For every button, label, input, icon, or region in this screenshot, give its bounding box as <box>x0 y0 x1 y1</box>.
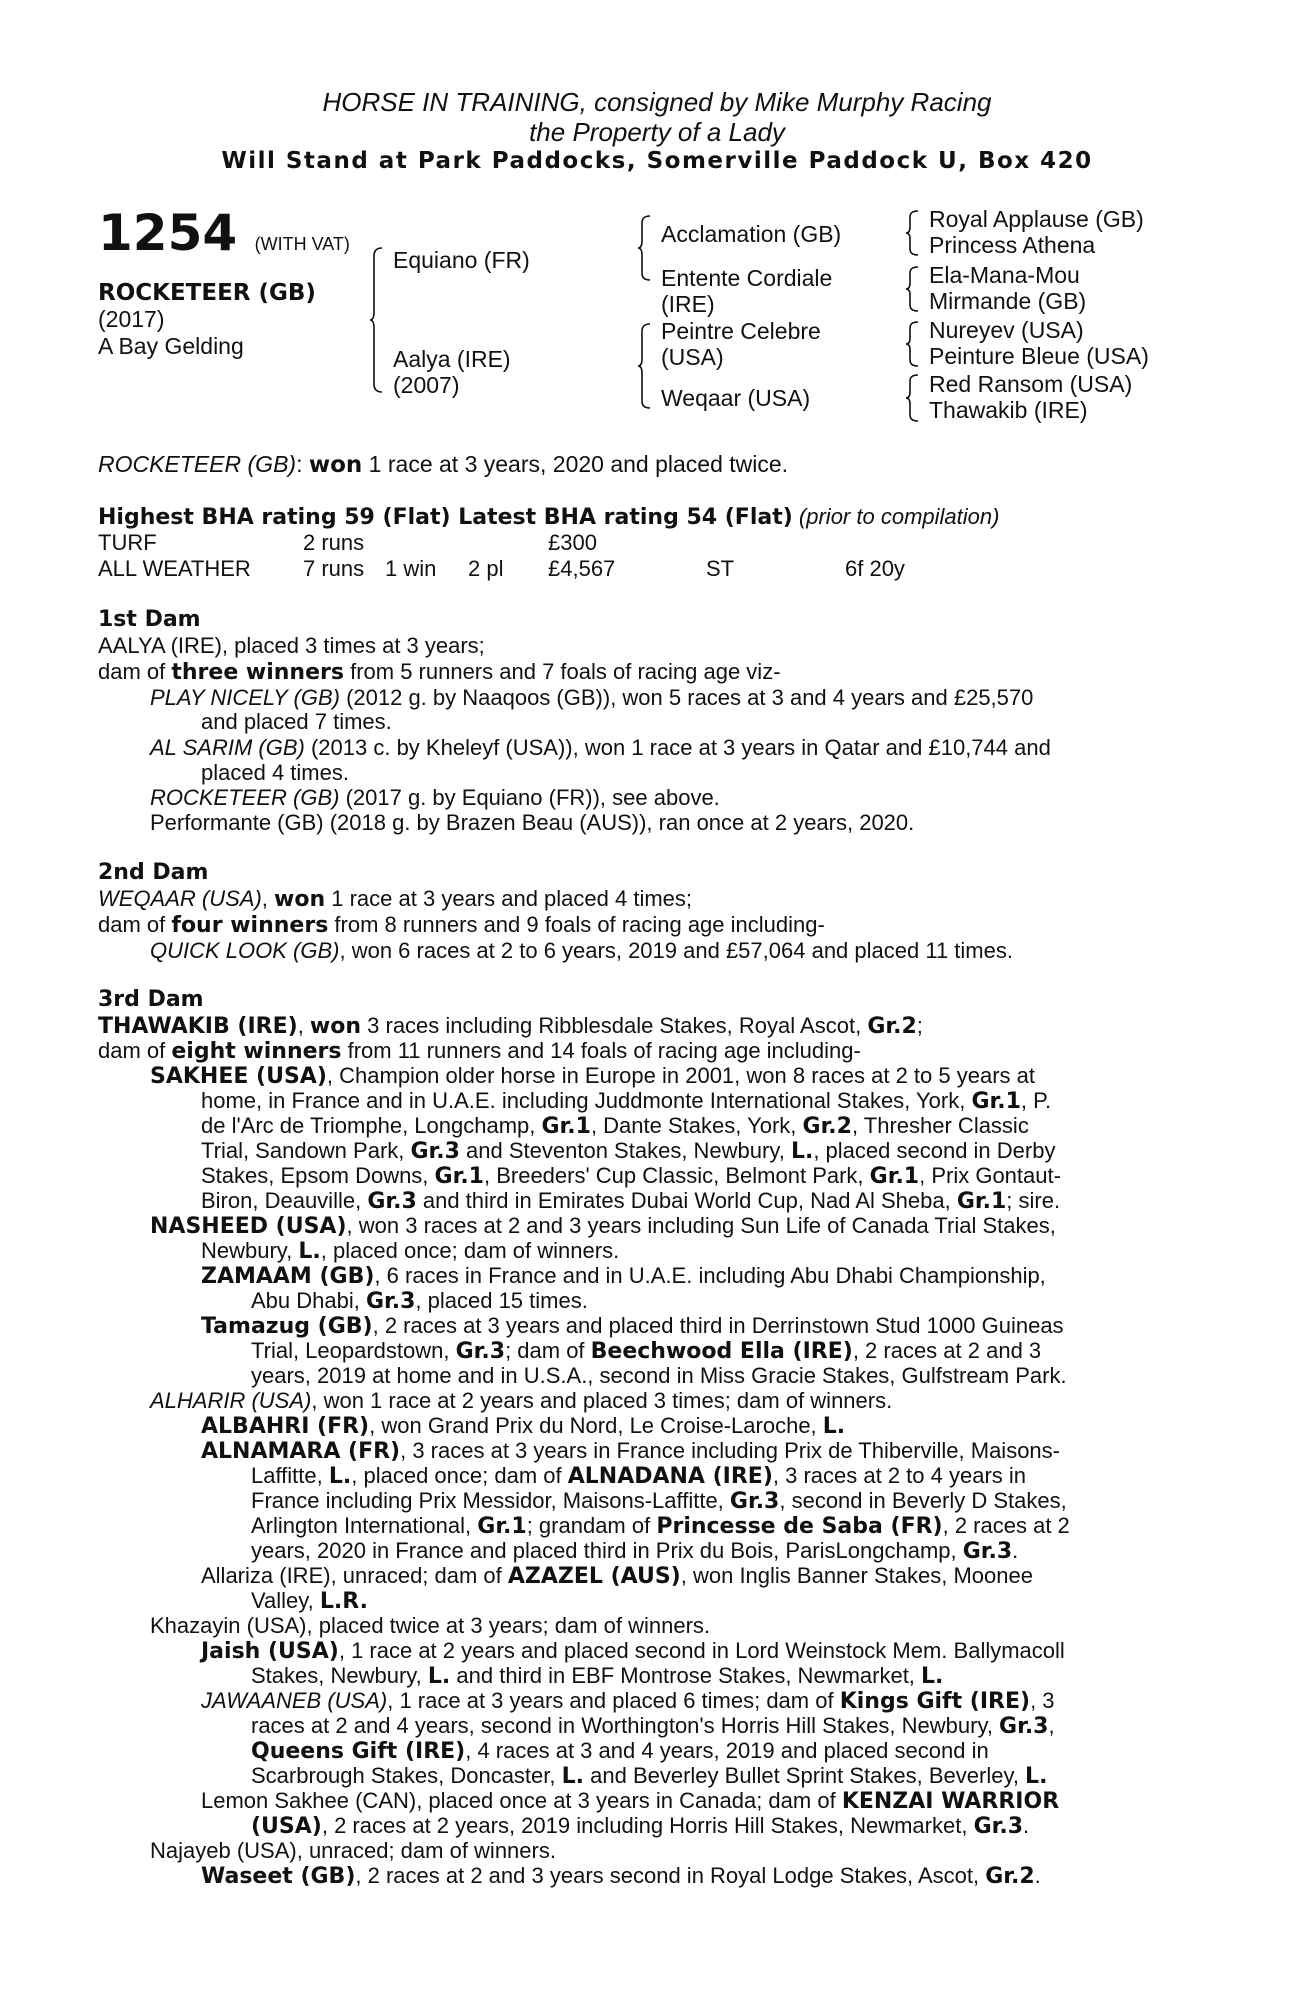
text-segment: Trial, Leopardstown, <box>251 1338 456 1363</box>
text-segment: from 8 runners and 9 foals of racing age including- <box>328 912 825 937</box>
text-segment: Beechwood Ella (IRE) <box>590 1339 853 1364</box>
text-segment: , 2 races at 2 and 3 <box>852 1338 1042 1363</box>
turf-runs: 2 runs <box>303 530 365 555</box>
first-dam-line: AALYA (IRE), placed 3 times at 3 years; <box>98 633 485 658</box>
jaish-line-2 <box>251 1663 943 1689</box>
pedigree-bracket-7 <box>906 373 920 423</box>
jaish-line-1 <box>201 1638 1065 1664</box>
text-segment: Lemon Sakhee (CAN), placed once at 3 years in Canada; dam of <box>201 1788 842 1813</box>
alnamara-line-3 <box>251 1488 1067 1514</box>
summary-colon: : <box>296 451 303 477</box>
text-segment: , won 1 race at 2 years and placed 3 times; dam of winners. <box>311 1388 893 1413</box>
text-segment: , 2 races at 2 years, 2019 including Horris Hill Stakes, Newmarket, <box>321 1813 974 1838</box>
text-segment: L. <box>921 1664 944 1689</box>
text-segment: , 3 <box>1030 1688 1055 1713</box>
sire: Equiano (FR) <box>393 247 530 273</box>
text-segment: from 11 runners and 14 foals of racing age including- <box>341 1038 861 1063</box>
aw-runs: 7 runs <box>303 556 365 581</box>
text-segment: Waseet (GB) <box>201 1864 356 1889</box>
text-segment: dam of <box>98 1038 172 1063</box>
second-dam-heading: 2nd Dam <box>98 860 209 885</box>
text-segment: and Beverley Bullet Sprint Stakes, Beverley, <box>584 1763 1026 1788</box>
sss: Royal Applause (GB) <box>929 206 1144 232</box>
text-segment: Gr.3 <box>455 1339 506 1364</box>
text-segment: 3 races including Ribblesdale Stakes, Royal Ascot, <box>361 1013 868 1038</box>
text-segment: won <box>274 887 326 912</box>
produce-3 <box>150 785 720 810</box>
pedigree-bracket-4 <box>906 209 920 257</box>
text-segment: Gr.1 <box>971 1089 1021 1114</box>
text-segment: Trial, Sandown Park, <box>201 1138 411 1163</box>
text-segment: L. <box>328 1464 352 1489</box>
text-segment: Gr.1 <box>541 1114 591 1139</box>
second-dam-produce-1 <box>150 938 1013 963</box>
race-summary <box>98 452 788 478</box>
allariza-line-1 <box>201 1563 1033 1589</box>
text-segment: , placed once; dam of <box>351 1463 568 1488</box>
produce-4: Performante (GB) (2018 g. by Brazen Beau (AUS)), ran once at 2 years, 2020. <box>150 810 915 835</box>
text-segment: , 2 races at 2 and 3 years second in Royal Lodge Stakes, Ascot, <box>355 1863 986 1888</box>
text-segment: , 6 races in France and in U.A.E. including Abu Dhabi Championship, <box>374 1263 1046 1288</box>
text-segment: France including Prix Messidor, Maisons-Laffitte, <box>251 1488 730 1513</box>
jawaaneb-line-4 <box>251 1763 1047 1789</box>
text-segment: ; grandam of <box>526 1513 657 1538</box>
text-segment: Allariza (IRE), unraced; dam of <box>201 1563 508 1588</box>
text-segment: ALBAHRI (FR) <box>201 1414 370 1439</box>
dds: Red Ransom (USA) <box>929 371 1133 397</box>
nasheed-line-2 <box>201 1238 619 1264</box>
text-segment: Gr.3 <box>729 1489 780 1514</box>
text-segment: won <box>309 1014 362 1039</box>
dam-sire-country: (USA) <box>661 344 724 370</box>
summary-rest: 1 race at 3 years, 2020 and placed twice. <box>362 451 789 477</box>
dam-sire: Peintre Celebre <box>661 318 821 344</box>
text-segment: , won Inglis Banner Stakes, Moonee <box>680 1563 1033 1588</box>
summary-won: won <box>308 452 363 478</box>
horse-description: A Bay Gelding <box>98 333 244 359</box>
text-segment: (2017 g. by Equiano (FR)), see above. <box>339 785 720 810</box>
text-segment: and third in Emirates Dubai World Cup, Nad Al Sheba, <box>416 1188 957 1213</box>
lemon-sakhee-line-2 <box>251 1813 1029 1839</box>
text-segment: , Breeders' Cup Classic, Belmont Park, <box>483 1163 870 1188</box>
tamazug-line-1 <box>201 1313 1064 1339</box>
sire-dam: Entente Cordiale <box>661 265 833 291</box>
sds: Ela-Mana-Mou <box>929 262 1080 288</box>
aw-wins: 1 win <box>385 556 437 581</box>
aw-placed: 2 pl <box>468 556 504 581</box>
aw-money: £4,567 <box>548 556 616 581</box>
consignor-line: HORSE IN TRAINING, consigned by Mike Murphy Racing <box>322 87 992 117</box>
aw-surface: ST <box>706 556 735 581</box>
text-segment: , won 3 races at 2 and 3 years including Sun Life of Canada Trial Stakes, <box>346 1213 1056 1238</box>
text-segment: Kings Gift (IRE) <box>839 1689 1031 1714</box>
text-segment: WEQAAR (USA) <box>98 886 262 911</box>
albahri-line <box>201 1413 845 1439</box>
text-segment: ROCKETEER (GB) <box>150 785 340 810</box>
text-segment: AZAZEL (AUS) <box>507 1564 681 1589</box>
third-dam-line <box>98 1013 923 1039</box>
horse-name: ROCKETEER (GB) <box>98 280 316 306</box>
alnamara-line-2 <box>251 1463 1026 1489</box>
text-segment: Gr.2 <box>985 1864 1035 1889</box>
lot-number <box>98 204 350 269</box>
produce-1-cont: and placed 7 times. <box>201 709 392 734</box>
pedigree-bracket-6 <box>906 320 920 368</box>
text-segment: ; dam of <box>505 1338 591 1363</box>
sakhee-line-2 <box>201 1088 1051 1114</box>
text-segment: Gr.1 <box>869 1164 920 1189</box>
text-segment: Newbury, <box>201 1238 299 1263</box>
text-segment: Gr.1 <box>956 1189 1007 1214</box>
lot-number-value: 1254 <box>98 204 238 262</box>
text-segment: NASHEED (USA) <box>150 1214 347 1239</box>
dam-year: (2007) <box>393 372 460 398</box>
first-dam-produce-line <box>98 659 781 685</box>
summary-horse: ROCKETEER (GB) <box>98 451 297 477</box>
text-segment: four winners <box>171 913 329 938</box>
tamazug-line-2 <box>251 1338 1041 1364</box>
text-segment: Gr.3 <box>365 1289 416 1314</box>
text-segment: Biron, Deauville, <box>201 1188 368 1213</box>
bha-rating <box>98 504 999 530</box>
aw-label: ALL WEATHER <box>98 556 251 581</box>
text-segment: Gr.2 <box>802 1114 852 1139</box>
produce-2-cont: placed 4 times. <box>201 760 349 785</box>
text-segment: , 4 races at 3 and 4 years, 2019 and placed second in <box>465 1738 989 1763</box>
text-segment: , <box>297 1013 310 1038</box>
text-segment: , <box>1048 1713 1055 1738</box>
sdd: Mirmande (GB) <box>929 288 1087 314</box>
dsd: Peinture Bleue (USA) <box>929 343 1149 369</box>
text-segment: ALNAMARA (FR) <box>201 1439 401 1464</box>
text-segment: from 5 runners and 7 foals of racing age viz- <box>343 659 781 684</box>
pedigree-bracket-1 <box>370 246 384 394</box>
text-segment: L. <box>822 1414 846 1439</box>
text-segment: (2012 g. by Naaqoos (GB)), won 5 races at 3 and 4 years and £25,570 <box>339 685 1034 710</box>
rating-text: Highest BHA rating 59 (Flat) Latest BHA rating 54 (Flat) <box>98 505 793 530</box>
rating-note: (prior to compilation) <box>798 504 1000 529</box>
text-segment: Stakes, Newbury, <box>251 1663 428 1688</box>
second-dam-produce-line <box>98 912 825 938</box>
zamaam-line-1 <box>201 1263 1046 1289</box>
text-segment: , won 6 races at 2 to 6 years, 2019 and £57,064 and placed 11 times. <box>339 938 1013 963</box>
text-segment: ZAMAAM (GB) <box>201 1264 375 1289</box>
text-segment: . <box>1012 1538 1019 1563</box>
turf-money: £300 <box>548 530 597 555</box>
sire-dam-country: (IRE) <box>661 291 715 317</box>
najayeb-line: Najayeb (USA), unraced; dam of winners. <box>150 1838 556 1863</box>
text-segment: Laffitte, <box>251 1463 329 1488</box>
lemon-sakhee-line-1 <box>201 1788 1059 1814</box>
text-segment: QUICK LOOK (GB) <box>150 938 340 963</box>
text-segment: home, in France and in U.A.E. including Juddmonte International Stakes, York, <box>201 1088 972 1113</box>
ddd: Thawakib (IRE) <box>929 397 1088 423</box>
text-segment: , placed once; dam of winners. <box>320 1238 620 1263</box>
sakhee-line-3 <box>201 1113 1029 1139</box>
text-segment: Gr.1 <box>434 1164 484 1189</box>
text-segment: Jaish (USA) <box>201 1639 339 1664</box>
text-segment: years, 2020 in France and placed third in Prix du Bois, ParisLongchamp, <box>251 1538 963 1563</box>
text-segment: eight winners <box>171 1039 342 1064</box>
text-segment: Arlington International, <box>251 1513 478 1538</box>
horse-year: (2017) <box>98 306 165 332</box>
text-segment: , 2 races at 2 <box>942 1513 1070 1538</box>
tamazug-line-3: years, 2019 at home and in U.S.A., second in Miss Gracie Stakes, Gulfstream Park. <box>251 1363 1067 1388</box>
text-segment: and Steventon Stakes, Newbury, <box>459 1138 791 1163</box>
alharir-line <box>150 1388 892 1413</box>
text-segment: Queens Gift (IRE) <box>251 1739 466 1764</box>
text-segment: Scarbrough Stakes, Doncaster, <box>251 1763 562 1788</box>
text-segment: ALHARIR (USA) <box>150 1388 312 1413</box>
text-segment: THAWAKIB (IRE) <box>98 1014 298 1039</box>
sakhee-line-4 <box>201 1138 1055 1164</box>
ssd: Princess Athena <box>929 232 1096 258</box>
text-segment: JAWAANEB (USA) <box>201 1688 388 1713</box>
text-segment: , 1 race at 2 years and placed second in Lord Weinstock Mem. Ballymacoll <box>338 1638 1065 1663</box>
text-segment: Valley, <box>251 1588 320 1613</box>
text-segment: ALNADANA (IRE) <box>567 1464 773 1489</box>
text-segment: 1 race at 3 years and placed 4 times; <box>325 886 693 911</box>
text-segment: . <box>1023 1813 1030 1838</box>
zamaam-line-2 <box>251 1288 588 1314</box>
text-segment: , Champion older horse in Europe in 2001, won 8 races at 2 to 5 years at <box>326 1063 1035 1088</box>
text-segment: ; <box>916 1013 923 1038</box>
text-segment: , second in Beverly D Stakes, <box>779 1488 1067 1513</box>
text-segment: Tamazug (GB) <box>201 1314 373 1339</box>
text-segment: SAKHEE (USA) <box>150 1064 327 1089</box>
property-line: the Property of a Lady <box>529 117 785 147</box>
text-segment: Gr.2 <box>867 1014 917 1039</box>
alnamara-line-1 <box>201 1438 1060 1464</box>
text-segment: races at 2 and 4 years, second in Worthington's Horris Hill Stakes, Newbury, <box>251 1713 1000 1738</box>
jawaaneb-line-1 <box>201 1688 1055 1714</box>
text-segment: KENZAI WARRIOR <box>841 1789 1060 1814</box>
text-segment: , Prix Gontaut- <box>919 1163 1061 1188</box>
text-segment: Gr.1 <box>477 1514 527 1539</box>
text-segment: dam of <box>98 912 172 937</box>
text-segment: , 3 races at 3 years in France including Prix de Thiberville, Maisons- <box>400 1438 1060 1463</box>
pedigree-bracket-2 <box>638 214 652 282</box>
produce-1 <box>150 685 1033 710</box>
vat-label: (WITH VAT) <box>254 234 350 254</box>
text-segment: dam of <box>98 659 172 684</box>
third-dam-produce-line <box>98 1038 861 1064</box>
text-segment: L. <box>561 1764 585 1789</box>
text-segment: L.R. <box>319 1589 368 1614</box>
text-segment: Gr.3 <box>973 1814 1024 1839</box>
text-segment: , P. <box>1020 1088 1052 1113</box>
second-dam-line <box>98 886 692 912</box>
text-segment: Gr.3 <box>367 1189 417 1214</box>
text-segment: , <box>261 886 275 911</box>
stand-line: Will Stand at Park Paddocks, Somerville Paddock U, Box 420 <box>221 148 1093 174</box>
dss: Nureyev (USA) <box>929 317 1084 343</box>
pedigree-bracket-3 <box>638 322 652 410</box>
turf-label: TURF <box>98 530 157 555</box>
produce-2 <box>150 735 1051 760</box>
sakhee-line-1 <box>150 1063 1035 1089</box>
first-dam-heading: 1st Dam <box>98 607 201 632</box>
text-segment: L. <box>1025 1764 1048 1789</box>
text-segment: PLAY NICELY (GB) <box>150 685 340 710</box>
dam-dam: Weqaar (USA) <box>661 385 811 411</box>
text-segment: Gr.3 <box>410 1139 460 1164</box>
jawaaneb-line-2 <box>251 1713 1055 1739</box>
text-segment: , Thresher Classic <box>851 1113 1029 1138</box>
text-segment: ; sire. <box>1006 1188 1061 1213</box>
text-segment: Gr.3 <box>962 1539 1013 1564</box>
waseet-line <box>201 1863 1041 1889</box>
text-segment: AL SARIM (GB) <box>150 735 305 760</box>
sakhee-line-5 <box>201 1163 1061 1189</box>
text-segment: Princesse de Saba (FR) <box>656 1514 943 1539</box>
text-segment: L. <box>427 1664 451 1689</box>
text-segment: , placed second in Derby <box>813 1138 1056 1163</box>
jawaaneb-line-3 <box>251 1738 989 1764</box>
allariza-line-2 <box>251 1588 368 1614</box>
text-segment: Gr.3 <box>999 1714 1049 1739</box>
text-segment: , placed 15 times. <box>415 1288 588 1313</box>
pedigree-bracket-5 <box>906 265 920 313</box>
text-segment: Stakes, Epsom Downs, <box>201 1163 435 1188</box>
third-dam-heading: 3rd Dam <box>98 987 204 1012</box>
text-segment: , 3 races at 2 to 4 years in <box>772 1463 1027 1488</box>
text-segment: L. <box>790 1139 814 1164</box>
text-segment: and third in EBF Montrose Stakes, Newmarket, <box>450 1663 922 1688</box>
text-segment: (USA) <box>251 1814 322 1839</box>
khazayin-line: Khazayin (USA), placed twice at 3 years; dam of winners. <box>150 1613 711 1638</box>
alnamara-line-5 <box>251 1538 1018 1564</box>
text-segment: L. <box>298 1239 321 1264</box>
sire-sire: Acclamation (GB) <box>661 221 842 247</box>
text-segment: . <box>1034 1863 1041 1888</box>
dam: Aalya (IRE) <box>393 346 511 372</box>
nasheed-line-1 <box>150 1213 1056 1239</box>
aw-distance: 6f 20y <box>845 556 905 581</box>
alnamara-line-4 <box>251 1513 1070 1539</box>
text-segment: (2013 c. by Kheleyf (USA)), won 1 race at 3 years in Qatar and £10,744 and <box>304 735 1051 760</box>
text-segment: , 1 race at 3 years and placed 6 times; dam of <box>387 1688 840 1713</box>
text-segment: , won Grand Prix du Nord, Le Croise-Laroche, <box>369 1413 823 1438</box>
text-segment: , 2 races at 3 years and placed third in Derrinstown Stud 1000 Guineas <box>372 1313 1064 1338</box>
text-segment: three winners <box>171 660 344 685</box>
text-segment: Abu Dhabi, <box>251 1288 366 1313</box>
text-segment: de l'Arc de Triomphe, Longchamp, <box>201 1113 542 1138</box>
sakhee-line-6 <box>201 1188 1060 1214</box>
text-segment: , Dante Stakes, York, <box>590 1113 803 1138</box>
